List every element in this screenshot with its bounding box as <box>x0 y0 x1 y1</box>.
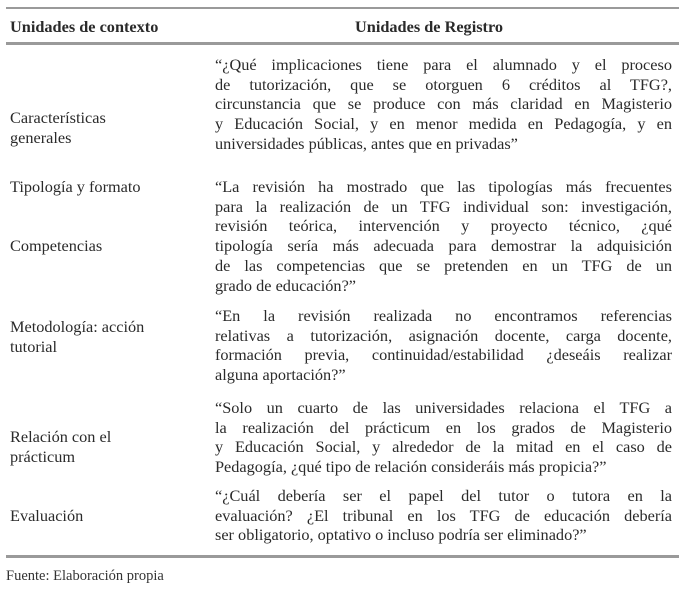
record-line: “La revisión ha mostrado que las tipologías más frecuentes <box>215 177 672 196</box>
record-line: “Solo un cuarto de las universidades relaciona el TFG a <box>215 398 672 417</box>
context-cell <box>10 427 210 466</box>
record-line: formación previa, continuidad/estabilidad ¿deseáis realizar <box>215 345 672 365</box>
record-cell <box>215 177 672 295</box>
record-line: Pedagogía, ¿qué tipo de relación consideráis más propicia?” <box>215 457 607 477</box>
record-line: y Educación Social, y en menor medida en Pedagogía, y en <box>215 114 672 134</box>
record-line: circunstancia que se produce con más claridad en Magisterio <box>215 94 672 114</box>
record-line: ser obligatorio, optativo o incluso podría ser eliminado?” <box>215 525 587 545</box>
context-cell <box>10 236 210 256</box>
context-line: Evaluación <box>10 506 84 525</box>
record-line: universidades públicas, antes que en privadas” <box>215 133 518 153</box>
record-line: “¿Qué implicaciones tiene para el alumnado y el proceso <box>215 55 672 74</box>
bottom-rule <box>6 555 679 558</box>
context-line: Tipología y formato <box>10 177 141 196</box>
record-line: revisión teórica, intervención y proyecto técnico, ¿qué <box>215 216 672 236</box>
header-context: Unidades de contexto <box>10 17 159 36</box>
context-line: prácticum <box>10 446 76 466</box>
record-line: la realización del prácticum en los grados de Magisterio <box>215 417 672 437</box>
source-note: Fuente: Elaboración propia <box>6 568 164 584</box>
record-line: relativas a tutorización, asignación docente, carga docente, <box>215 325 672 345</box>
context-line: Relación con el <box>10 427 112 446</box>
context-line: Metodología: acción <box>10 317 145 336</box>
record-line: y Educación Social, y alrededor de la mitad en el caso de <box>215 437 672 457</box>
record-line: de tutorización, que se otorguen 6 créditos al TFG?, <box>215 74 672 94</box>
context-cell <box>10 506 210 526</box>
context-line: generales <box>10 127 72 147</box>
record-line: para la realización de un TFG individual son: investigación, <box>215 196 672 216</box>
header-record: Unidades de Registro <box>355 17 504 36</box>
context-cell <box>10 177 210 197</box>
context-cell <box>10 108 210 147</box>
record-cell <box>215 398 672 477</box>
top-rule <box>6 7 679 9</box>
record-cell <box>215 486 672 545</box>
record-line: grado de educación?” <box>215 275 357 295</box>
record-line: “¿Cuál debería ser el papel del tutor o tutora en la <box>215 486 672 505</box>
context-line: Competencias <box>10 236 103 255</box>
record-line: tipología sería más adecuada para demostrar la adquisición <box>215 236 672 256</box>
header-rule <box>6 42 679 45</box>
record-cell <box>215 306 672 385</box>
context-line: Características <box>10 108 106 127</box>
record-line: alguna aportación?” <box>215 365 346 385</box>
record-cell <box>215 55 672 154</box>
context-cell <box>10 317 210 356</box>
context-line: tutorial <box>10 336 58 356</box>
record-line: “En la revisión realizada no encontramos referencias <box>215 306 672 325</box>
record-line: de las competencias que se pretenden en un TFG de un <box>215 255 672 275</box>
record-line: evaluación? ¿El tribunal en los TFG de educación debería <box>215 505 672 525</box>
